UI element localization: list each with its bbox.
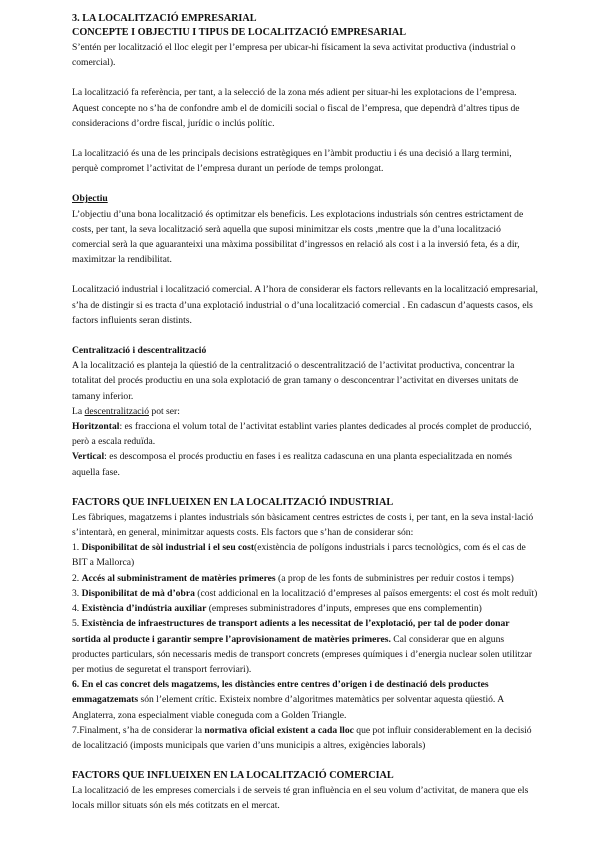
factor-item-2 [72, 571, 540, 586]
factor-text: que pot influir considerablement en la decisió de localització (imposts municipals que varien d’uns municipis a altres, exigències laborals) [72, 724, 532, 751]
centralitzacio-heading: Centralització i descentralització [72, 345, 207, 357]
descentralitzacio-line [72, 404, 540, 419]
factor-text: són l’element crític. Existeix nombre d’algoritmes matemàtics per solventar aquesta qüestió. A Anglaterra, zona especialment viable coneguda com a Golden Triangle. [72, 694, 504, 721]
factor-text: (a prop de les fonts de subministres per reduir costos i temps) [275, 572, 514, 584]
comercial-paragraph-1: La localització de les empreses comercials i de serveis té gran influència en el seu volum d’activitat, de manera que els locals millor situats són els més cotitzats en el mercat. [72, 785, 529, 812]
factor-number: 7. [72, 724, 80, 736]
factor-title: normativa oficial existent a cada lloc [204, 724, 354, 736]
factor-text: (empreses subministradores d’inputs, empreses que ens complementin) [206, 603, 482, 615]
factor-number: 5. [72, 618, 82, 630]
intro-paragraph-2: La localització fa referència, per tant, a la selecció de la zona més adient per situar-hi les explotacions de l’empresa. Aquest concepte no s’ha de confondre amb el de domicili social o fiscal de l’empresa, que dependrà d’altres tipus de consideracions d’ordre fiscal, jurídic o inclús polític. [72, 87, 520, 129]
factor-number: 1. [72, 542, 82, 554]
objectiu-paragraph-1: L’objectiu d’una bona localització és optimitzar els beneficis. Les explotacions industrials són centres estrictament de costs, per tant, la seva localització serà aquella que suposi minimitzar els costs ,mentre que la d’una localització comercial serà la que aguaranteixi una màxima possibilitat d’ingressos en relació als cost i a la inversió feta, és a dir, maximitzar la rendibilitat. [72, 208, 524, 266]
objectiu-heading: Objectiu [72, 193, 108, 205]
horitzontal-label: Horitzontal [72, 421, 120, 433]
document-page [72, 12, 540, 814]
centralitzacio-paragraph-1: A la localització es planteja la qüestió de la centralització o descentralització de l’activitat productiva, concentrar la totalitat del procés productiu en una sola explotació de gran tamany o desconcentrar l’activitat en diverses unitats de tamany inferior. [72, 360, 519, 402]
page-title: 3. LA LOCALITZACIÓ EMPRESARIAL [72, 13, 257, 24]
factor-item-4 [72, 601, 540, 616]
factor-text: Cal considerar que en alguns productes particulars, són necessaris medis de transport concrets (empreses químiques i d’energia nuclear solen utilitzar per motius de seguretat el transport ferroviari). [72, 633, 532, 675]
vertical-label: Vertical [72, 451, 105, 463]
page-subtitle: CONCEPTE I OBJECTIU I TIPUS DE LOCALITZACIÓ EMPRESARIAL [72, 27, 407, 38]
factor-item-5 [72, 616, 540, 677]
horitzontal-item [72, 419, 540, 449]
factor-title: Disponibilitat de sòl industrial i el seu cost [81, 542, 255, 554]
factor-title: Existència d’indústria auxiliar [81, 603, 207, 615]
factor-title: Accés al subministrament de matèries primeres [81, 572, 276, 584]
factor-number: 2. [72, 572, 82, 584]
descentralitzacio-term: descentralització [84, 405, 149, 417]
factor-item-7 [72, 723, 540, 753]
intro-paragraph-1: S’entén per localització el lloc elegit per l’empresa per ubicar-hi físicament la seva activitat productiva (industrial o comercial). [72, 42, 516, 69]
text-run: pot ser: [149, 405, 180, 417]
factor-text: Finalment, s’ha de considerar la [79, 724, 205, 736]
factor-number: 3. [72, 587, 82, 599]
industrial-heading: FACTORS QUE INFLUEIXEN EN LA LOCALITZACIÓ INDUSTRIAL [72, 496, 394, 508]
vertical-text: : es descomposa el procés productiu en fases i es realitza cadascuna en una planta especialitzada en només aquella fase. [72, 451, 512, 478]
factor-item-6 [72, 677, 540, 723]
text-run: La [72, 405, 85, 417]
industrial-intro: Les fàbriques, magatzems i plantes industrials són bàsicament centres estrictes de costs i, per tant, en la seva instal·lació s’intentarà, en general, minimitzar aquests costs. Els factors que s’han de considerar són: [72, 511, 534, 539]
factor-number: 4. [72, 603, 82, 615]
horitzontal-text: : es fracciona el volum total de l’activitat establint varies plantes dedicades al procés complet de producció, però a escala reduïda. [72, 421, 532, 448]
comercial-heading: FACTORS QUE INFLUEIXEN EN LA LOCALITZACIÓ COMERCIAL [72, 770, 394, 782]
factor-title: En el cas concret dels magatzems, les distàncies entre centres d’origen i de destinació dels productes emmagatzemats [72, 679, 489, 706]
vertical-item [72, 449, 540, 479]
factor-number: 6. [72, 679, 82, 691]
factor-text: (cost addicional en la localització d’empreses al països emergents: el cost és molt reduït) [194, 587, 538, 599]
factor-text: (existència de polígons industrials i parcs tecnològics, com és el cas de BIT a Mallorca) [72, 542, 526, 569]
intro-paragraph-3: La localització és una de les principals decisions estratègiques en l’àmbit productiu i és una decisió a llarg termini, perquè compromet l’activitat de l’empresa durant un període de temps prolongat. [72, 148, 512, 175]
factor-title: Existència de infraestructures de transport adients a les necessitat de l’explotació, per tal de poder donar sortida al producte i garantir sempre l’aprovisionament de matèries primeres. [72, 618, 510, 645]
objectiu-paragraph-2: Localització industrial i localització comercial. A l’hora de considerar els factors rellevants en la localització empresarial, s’ha de distingir si es tracta d’una explotació industrial o d’una localització comercial . En cadascun d’aquests casos, els factors influients seran distints. [72, 284, 538, 326]
factor-title: Disponibilitat de mà d’obra [81, 587, 195, 599]
factor-item-3 [72, 586, 540, 601]
factor-item-1 [72, 540, 540, 570]
